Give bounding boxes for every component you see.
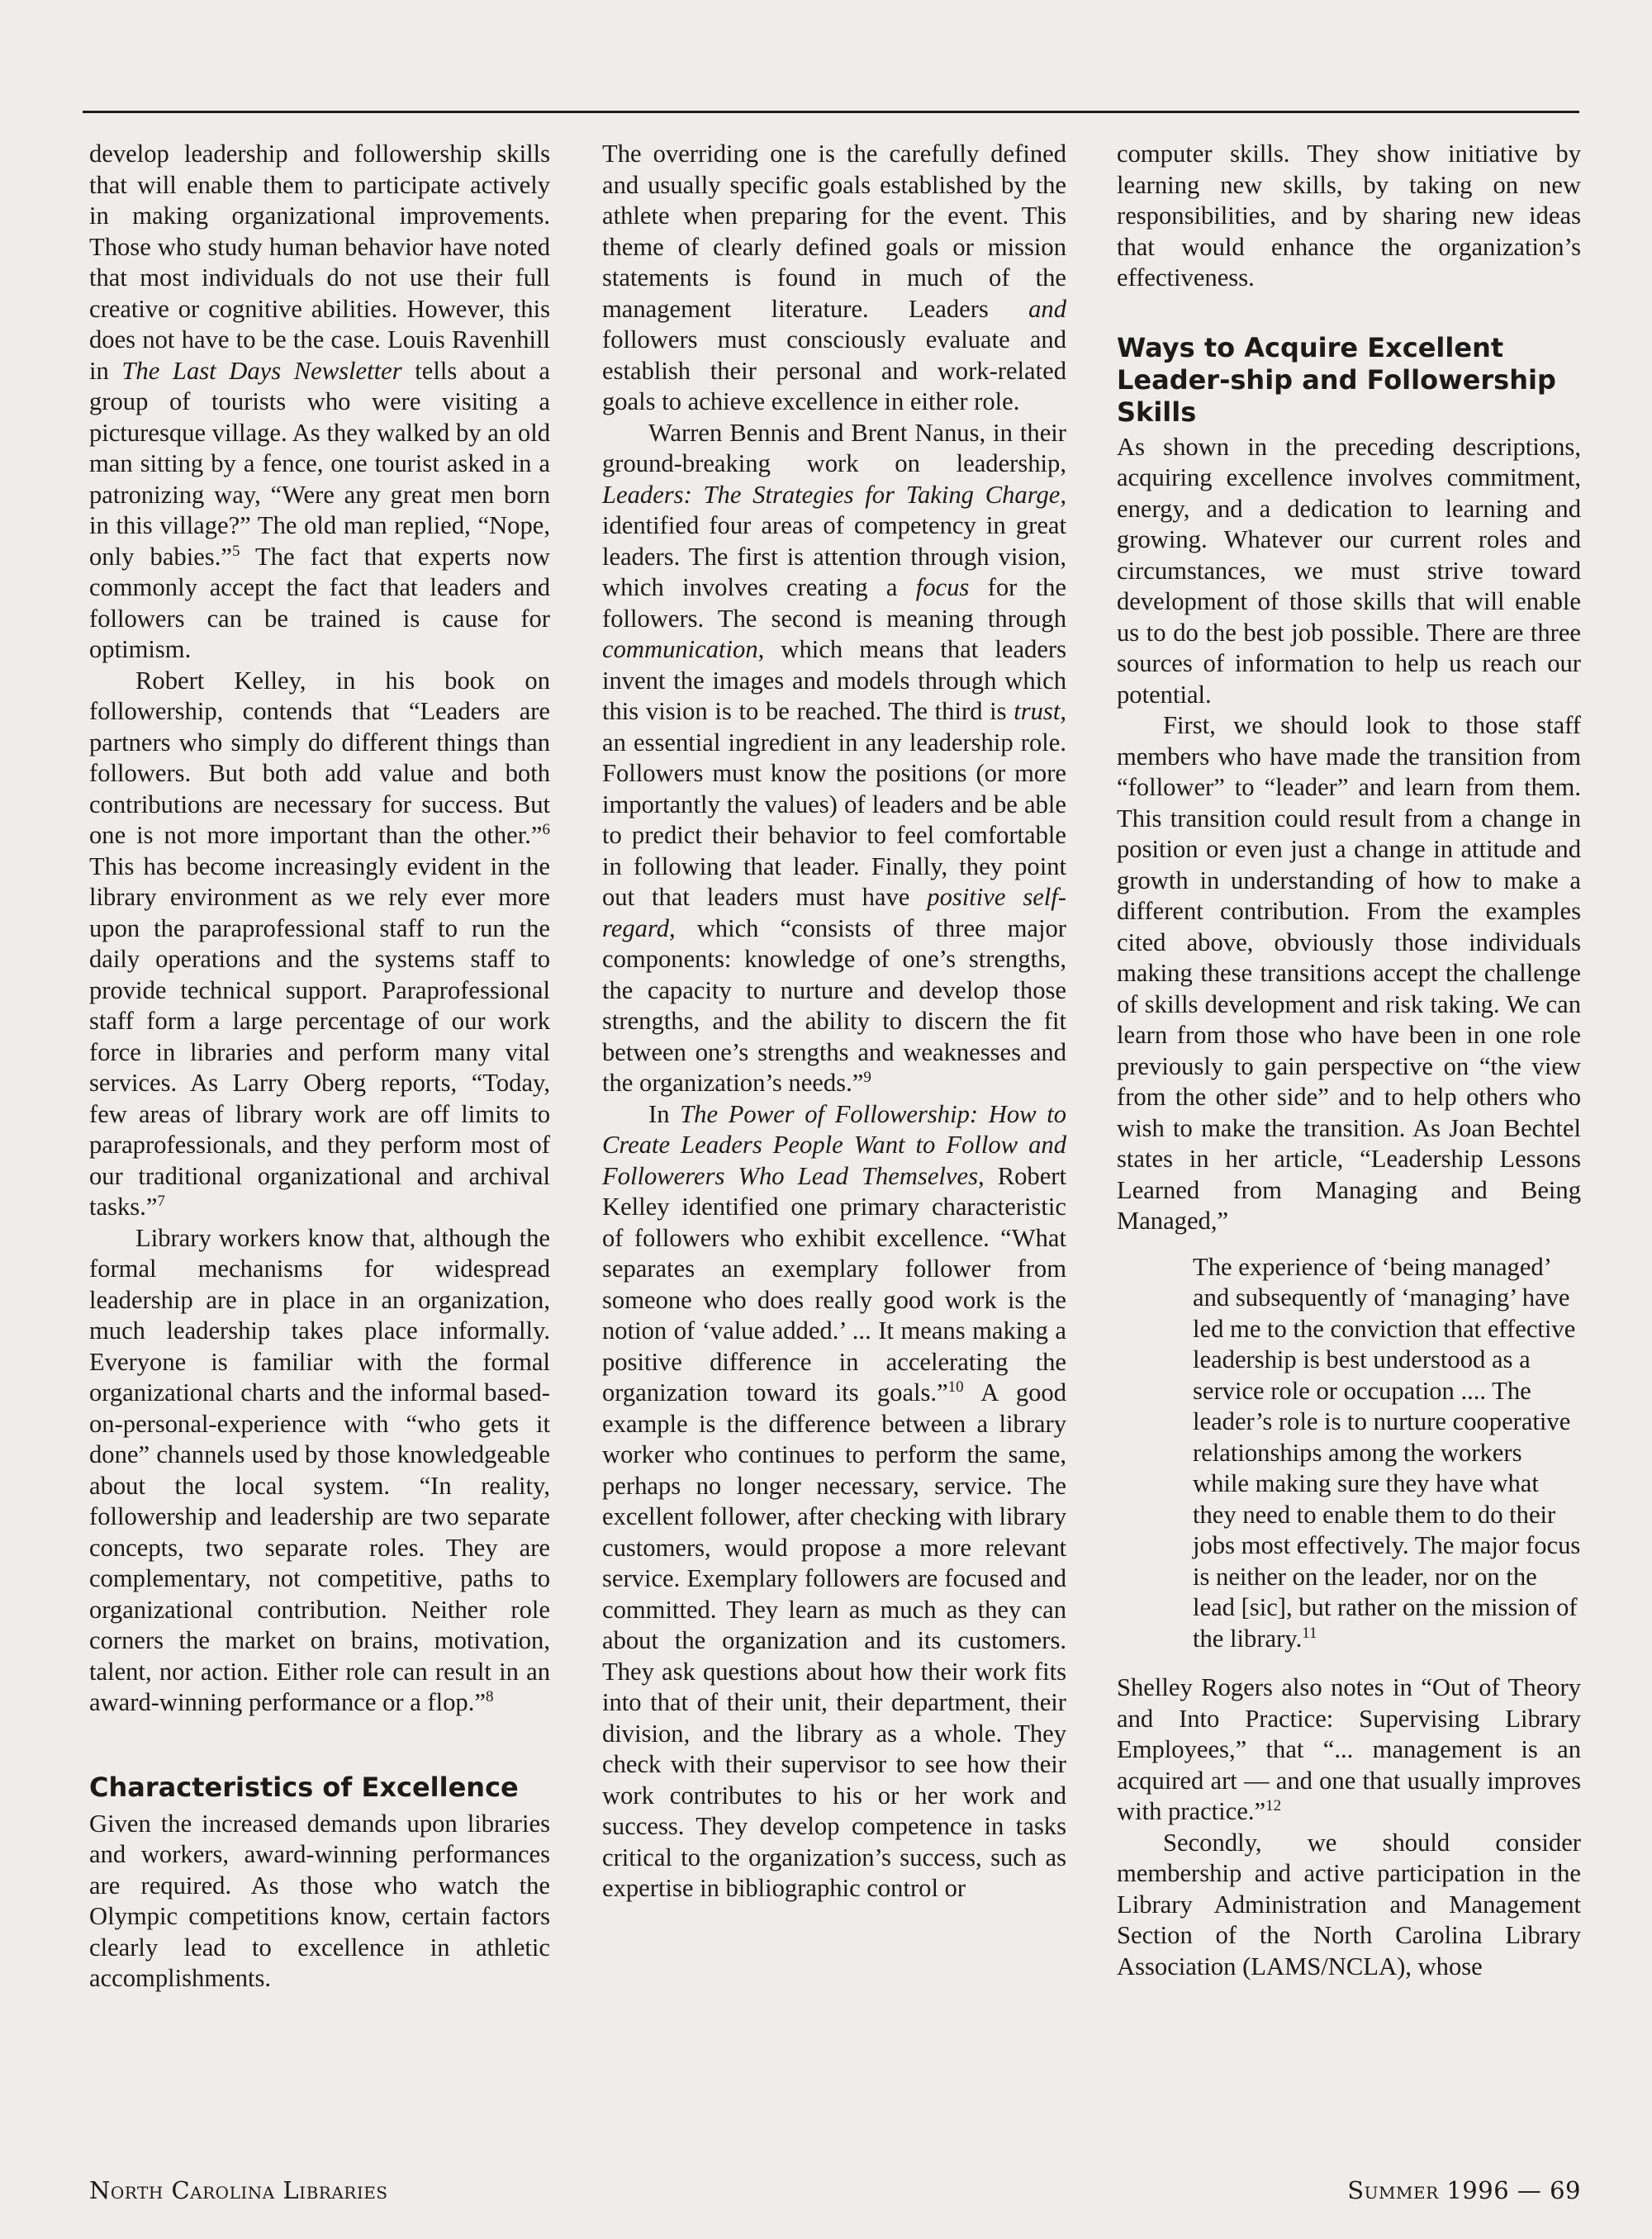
header-rule	[83, 111, 1579, 113]
journal-name: North Carolina Libraries	[89, 2176, 388, 2204]
block-quote: The experience of ‘being managed’ and subsequently of ‘managing’ have led me to the conviction that effective leadership is best understood as a service role or occupation .... The leader’s role is to nurture cooperative relationships among the workers while making sure they have what they need to enable them to do their jobs most effectively. The major focus is neither on the leader, nor on the lead [sic], but rather on the mission of the library.$^{11}$	[1193, 1252, 1581, 1653]
book-title: The Last Days Newsletter	[121, 356, 402, 385]
paragraph: First, we should look to those staff members who have made the transition from “follower” to “leader” and learn from them. This transition could result from a change in position or even just a change in attitude and growth in understanding of how to make a different contribution. From the examples cited above, obviously those individuals making these transitions accept the challenge of skills development and risk taking. We can learn from those who have been in one role previously to gain perspective on “the view from the other side” and to help others who wish to make the transition. As Joan Bechtel states in her article, “Leadership Lessons Learned from Managing and Being Managed,”	[1117, 711, 1581, 1235]
paragraph: Robert Kelley, in his book on followership, contends that “Leaders are partners who simply do different things than followers. But both add value and both contributions are necessary for success. But one is not more important than the other.”$^6$ This has become increasingly evident in the library environment as we rely ever more upon the paraprofessional staff to run the daily operations and the systems staff to provide technical support. Paraprofessional staff form a large percentage of our work force in libraries and perform many vital services. As Larry Oberg reports, “Today, few areas of library work are off limits to paraprofessionals, and they perform most of our traditional organizational and archival tasks.”$^7$	[89, 666, 550, 1221]
section-heading: Ways to Acquire Excellent Leader-ship and Followership Skills	[1117, 331, 1556, 428]
book-title: The Power of Followership: How to Create Leaders People Want to Follow and Followerers Who Lead Themselves,	[602, 1099, 1066, 1190]
paragraph: In The Power of Followership: How to Create Leaders People Want to Follow and Followerers Who Lead Themselves, Robert Kelley identified one primary characteristic of followers who exhibit excellence. “What separates an exemplary follower from someone who does really good work is the notion of ‘value added.’ ... It means making a positive difference in accelerating the organization toward its goals.”$^{10}$ A good example is the difference between a library worker who continues to perform the same, perhaps no longer necessary, service. The excellent follower, after checking with library customers, would propose a more relevant service. Exemplary followers are focused and committed. They learn as much as they can about the organization and its customers. They ask questions about how their work fits into that of their unit, their department, their division, and the library as a whole. They check with their supervisor to see how their work contributes to his or her work and success. They develop competence in tasks critical to the organization’s success, such as expertise in bibliographic control or	[602, 1099, 1067, 1902]
paragraph: Library workers know that, although the formal mechanisms for widespread leadership are in place in an organization, much leadership takes place informally. Everyone is familiar with the formal organizational charts and the informal based-on-personal-experience with “who gets it done” channels used by those knowledgeable about the local system. “In reality, followership and leadership are two separate concepts, two separate roles. They are complementary, not competitive, paths to organizational contribution. Neither role corners the market on brains, motivation, talent, nor action. Either role can result in an award-winning performance or a flop.”$^8$	[89, 1223, 550, 1716]
footnote-ref: 5	[231, 542, 240, 560]
footnote-ref: 7	[157, 1193, 165, 1210]
paragraph: computer skills. They show initiative by learning new skills, by taking on new responsibilities, and by sharing new ideas that would enhance the organization’s effectiveness.	[1117, 140, 1581, 292]
footnote-ref: 11	[1302, 1624, 1317, 1642]
footnote-ref: 9	[863, 1069, 871, 1086]
footnote-ref: 8	[485, 1688, 494, 1705]
paragraph: Given the increased demands upon libraries and workers, award-winning performances are required. As those who watch the Olympic competitions know, certain factors clearly lead to excellence in athletic accomplishments.	[89, 1809, 550, 1992]
paragraph: Warren Bennis and Brent Nanus, in their ground-breaking work on leadership, Leaders: The Strategies for Taking Charge, identified four areas of competency in great leaders. The first is attention through vision, which involves creating a focus for the followers. The second is meaning through communication, which means that leaders invent the images and models through which this vision is to be reached. The third is trust, an essential ingredient in any leadership role. Followers must know the positions (or more importantly the values) of leaders and be able to predict their behavior to feel comfortable in following that leader. Finally, they point out that leaders must have positive self-regard, which “consists of three major components: knowledge of one’s strengths, the capacity to nurture and develop those strengths, and the ability to discern the fit between one’s strengths and weaknesses and the organization’s needs.”$^9$	[602, 418, 1066, 1097]
footnote-ref: 10	[947, 1378, 964, 1396]
footnote-ref: 12	[1265, 1797, 1282, 1814]
book-title: Leaders: The Strategies for Taking Charge,	[602, 480, 1066, 509]
paragraph: Shelley Rogers also notes in “Out of Theory and Into Practice: Supervising Library Employees,” that “... management is an acquired art — and one that usually improves with practice.”$^{12}$	[1117, 1673, 1581, 1825]
paragraph: develop leadership and followership skills that will enable them to participate actively in making organizational improvements. Those who study human behavior have noted that most individuals do not use their full creative or cognitive abilities. However, this does not have to be the case. Louis Ravenhill in The Last Days Newsletter tells about a group of tourists who were visiting a picturesque village. As they walked by an old man sitting by a fence, one tourist asked in a patronizing way, “Were any great men born in this village?” The old man replied, “Nope, only babies.”$^5$ The fact that experts now commonly accept the fact that leaders and followers can be trained is cause for optimism.	[89, 140, 551, 663]
section-heading: Characteristics of Excellence	[89, 1771, 519, 1803]
paragraph: The overriding one is the carefully defined and usually specific goals established by the athlete when preparing for the event. This theme of clearly defined goals or mission statements is found in much of the management literature. Leaders and followers must consciously evaluate and establish their personal and work-related goals to achieve excellence in either role.	[602, 140, 1066, 415]
paragraph: As shown in the preceding descriptions, acquiring excellence involves commitment, energy, and a dedication to learning and growing. Whatever our current roles and circumstances, we must strive toward development of those skills that will enable us to do the best job possible. There are three sources of information to help us reach our potential.	[1117, 432, 1581, 709]
column-3	[1117, 139, 1581, 1982]
column-1	[89, 139, 550, 1995]
issue-and-page-number: Summer 1996 — 69	[1347, 2176, 1581, 2204]
column-2	[602, 139, 1066, 1905]
paragraph: Secondly, we should consider membership and active participation in the Library Administration and Management Section of the North Carolina Library Association (LAMS/NCLA), whose	[1117, 1828, 1581, 1980]
footnote-ref: 6	[542, 821, 550, 838]
